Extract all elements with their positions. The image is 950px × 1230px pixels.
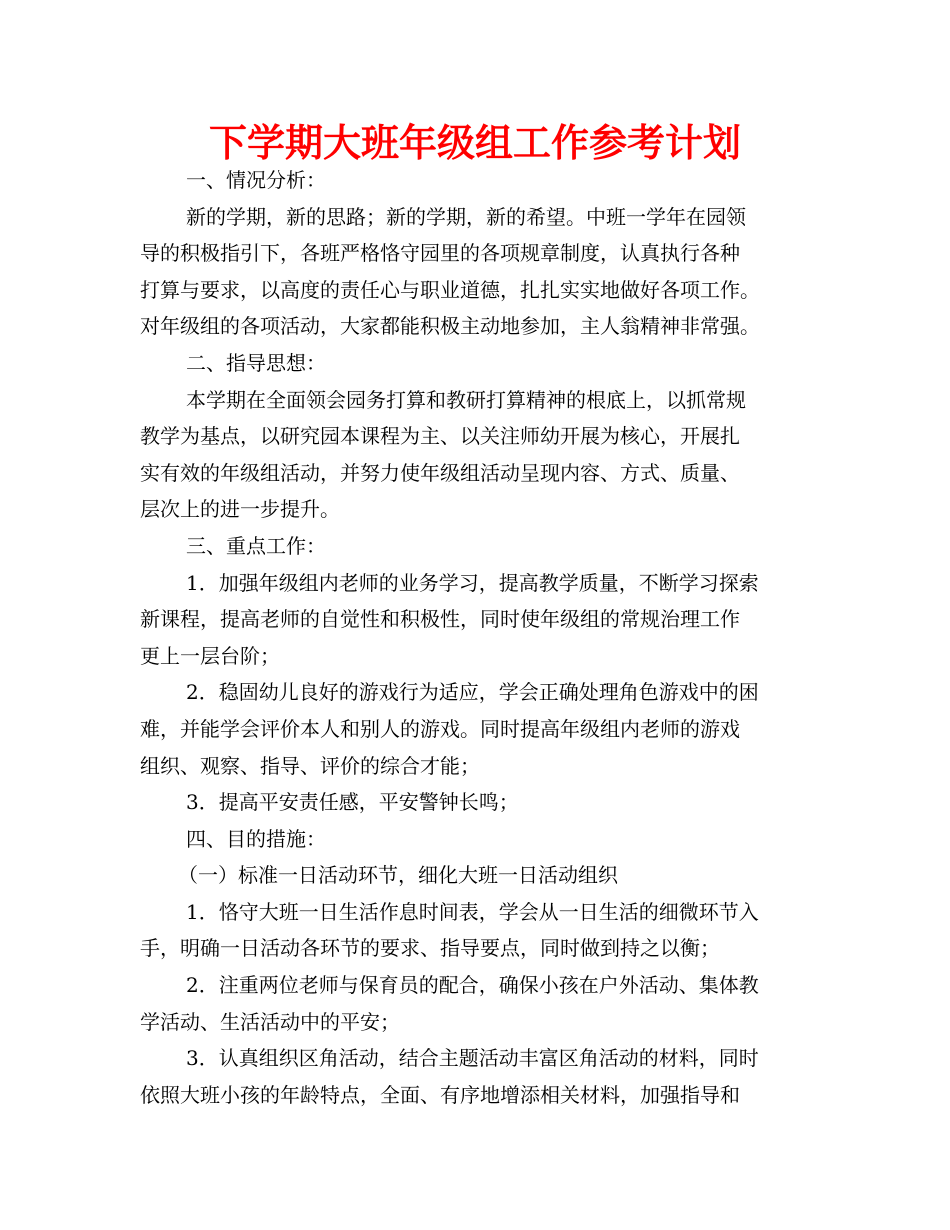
list-item-line: 新课程，提高老师的自觉性和积极性，同时使年级组的常规治理工作 xyxy=(140,607,740,632)
list-item-line: 3．提高平安责任感，平安警钟长鸣； xyxy=(186,790,519,815)
paragraph-line: 对年级组的各项活动，大家都能积极主动地参加，主人翁精神非常强。 xyxy=(140,314,760,339)
list-item-line: 1．恪守大班一日生活作息时间表，学会从一日生活的细微环节入 xyxy=(186,899,759,924)
list-item-line: 2．稳固幼儿良好的游戏行为适应，学会正确处理角色游戏中的困 xyxy=(186,680,759,705)
list-item-line: 手，明确一日活动各环节的要求、指导要点，同时做到持之以衡； xyxy=(140,936,720,961)
list-item-line: 依照大班小孩的年龄特点，全面、有序地增添相关材料，加强指导和 xyxy=(140,1082,740,1107)
list-item-line: 3．认真组织区角活动，结合主题活动丰富区角活动的材料，同时 xyxy=(186,1046,759,1071)
paragraph-line: 导的积极指引下，各班严格恪守园里的各项规章制度，认真执行各种 xyxy=(140,241,740,266)
heading-goals-measures: 四、目的措施： xyxy=(186,826,326,851)
subheading-daily-activities: （一）标准一日活动环节，细化大班一日活动组织 xyxy=(178,863,618,888)
paragraph-line: 打算与要求，以高度的责任心与职业道德，扎扎实实地做好各项工作。 xyxy=(140,277,760,302)
list-item-line: 更上一层台阶； xyxy=(140,643,280,668)
document-title: 下学期大班年级组工作参考计划 xyxy=(208,121,741,165)
list-item-line: 1．加强年级组内老师的业务学习，提高教学质量，不断学习探索 xyxy=(186,570,759,595)
paragraph-line: 新的学期，新的思路；新的学期，新的希望。中班一学年在园领 xyxy=(186,204,746,229)
heading-key-work: 三、重点工作： xyxy=(186,533,326,558)
document-body xyxy=(140,162,812,1113)
list-item-line: 2．注重两位老师与保育员的配合，确保小孩在户外活动、集体教 xyxy=(186,973,759,998)
heading-guiding-ideology: 二、指导思想： xyxy=(186,350,326,375)
list-item-line: 难，并能学会评价本人和别人的游戏。同时提高年级组内老师的游戏 xyxy=(140,716,740,741)
paragraph-line: 实有效的年级组活动，并努力使年级组活动呈现内容、方式、质量、 xyxy=(140,460,740,485)
paragraph-line: 本学期在全面领会园务打算和教研打算精神的根底上，以抓常规 xyxy=(186,387,746,412)
list-item-line: 组织、观察、指导、评价的综合才能； xyxy=(140,753,480,778)
paragraph-line: 层次上的进一步提升。 xyxy=(140,497,340,522)
list-item-line: 学活动、生活活动中的平安； xyxy=(140,1009,400,1034)
paragraph-line: 教学为基点，以研究园本课程为主、以关注师幼开展为核心，开展扎 xyxy=(140,424,740,449)
heading-situation-analysis: 一、情况分析： xyxy=(186,168,326,192)
